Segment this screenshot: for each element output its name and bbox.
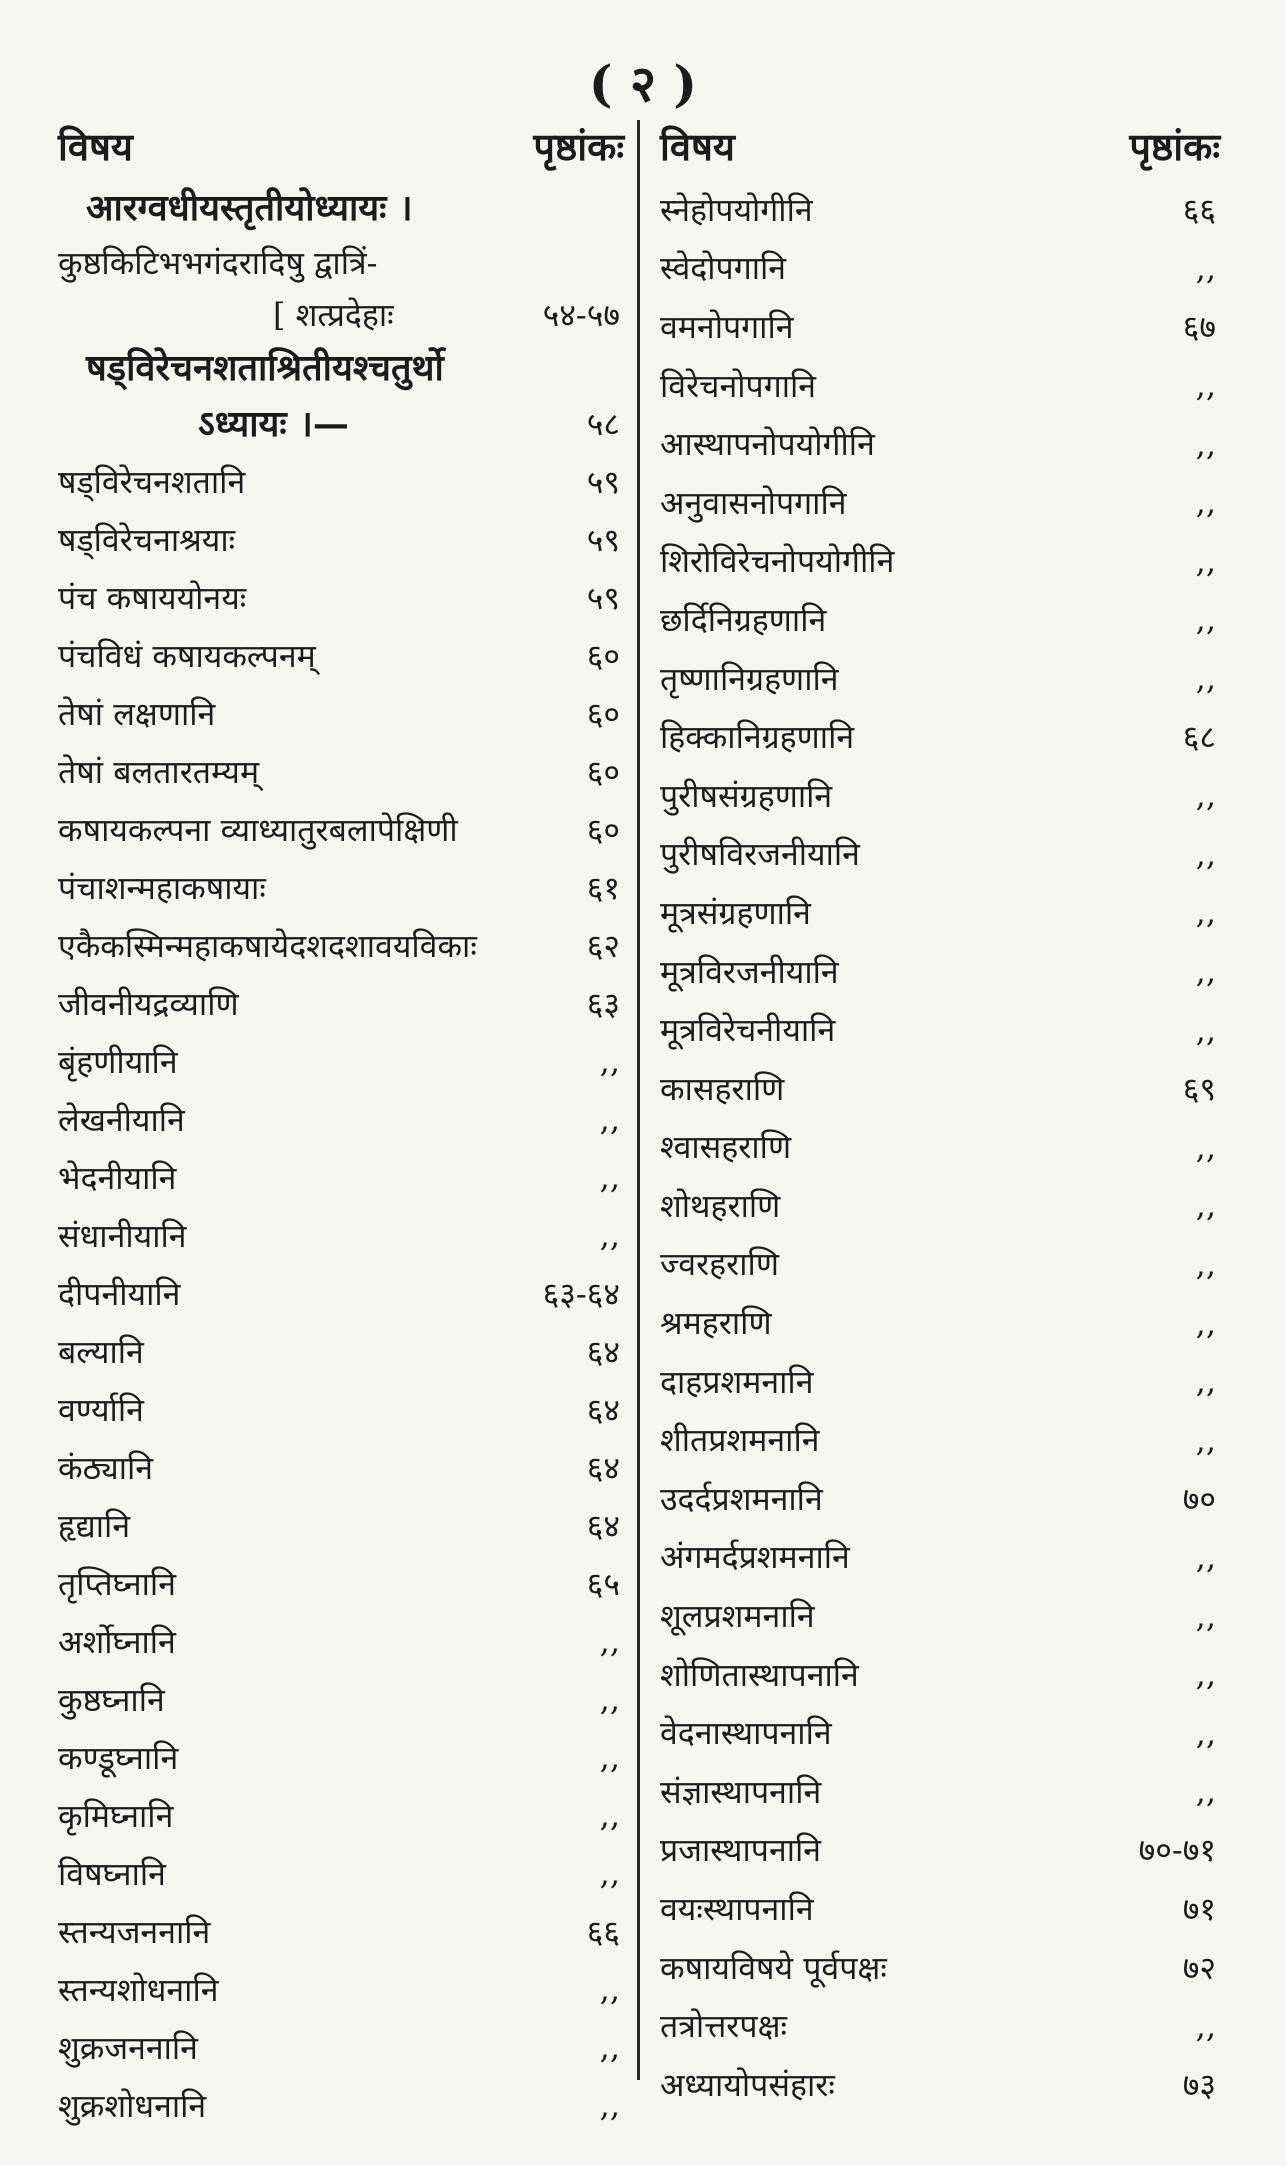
page-heading: पृष्ठांकः — [533, 124, 624, 169]
entry-label: स्तन्यशोधनानि — [58, 1970, 219, 2009]
entry-label: षड्विरेचनाश्रयाः — [58, 520, 236, 559]
entry-label: कण्डूघ्नानि — [58, 1738, 179, 1777]
toc-entry — [58, 568, 624, 626]
entry-label: [ शत्प्रदेहाः — [273, 295, 394, 334]
entry-page: ,, — [599, 1970, 620, 2008]
entry-label: बृंहणीयानि — [58, 1042, 178, 1081]
entry-page: ५९ — [586, 520, 620, 559]
toc-entry — [58, 1380, 624, 1438]
entry-label: आस्थापनोपयोगीनि — [660, 425, 875, 464]
entry-page: ७२ — [1182, 1948, 1216, 1987]
toc-entry — [58, 1902, 624, 1960]
entry-page: ,, — [1195, 1244, 1216, 1283]
toc-entry — [58, 858, 624, 916]
toc-entry — [660, 766, 1220, 825]
toc-entry — [660, 1703, 1220, 1762]
toc-entry — [58, 1728, 624, 1786]
page-number: ( २ ) — [588, 54, 698, 113]
entry-page: ,, — [1195, 1127, 1216, 1166]
entry-label: तृष्णानिग्रहणानि — [660, 659, 839, 698]
entry-page: ,, — [1195, 659, 1216, 698]
column-divider — [637, 120, 640, 2080]
toc-entry — [660, 1879, 1220, 1938]
entry-page: ६७ — [1182, 307, 1216, 346]
entry-label: कषायकल्पना व्याध्यातुरबलापेक्षिणी — [58, 810, 458, 849]
entry-page: ,, — [1195, 483, 1216, 522]
toc-entry — [660, 942, 1220, 1001]
entry-label: स्नेहोपयोगीनि — [660, 190, 813, 229]
entry-label: अध्यायोपसंहारः — [660, 2065, 835, 2104]
entry-page: ७१ — [1182, 1890, 1216, 1929]
toc-entry — [58, 510, 624, 568]
toc-entry — [58, 1786, 624, 1844]
toc-entry — [58, 684, 624, 742]
toc-entry — [660, 1469, 1220, 1528]
entry-label: विरेचनोपगानि — [660, 366, 817, 405]
page-heading: पृष्ठांकः — [1129, 124, 1220, 169]
entry-page: ,, — [599, 1158, 620, 1196]
toc-entry — [660, 1235, 1220, 1294]
entry-page: ,, — [599, 1680, 620, 1718]
entry-label: कुष्ठघ्नानि — [58, 1680, 165, 1719]
entry-label: शूलप्रशमनानि — [660, 1597, 815, 1636]
entry-label: तेषां लक्षणानि — [58, 694, 216, 733]
toc-entry — [660, 707, 1220, 766]
toc-entry — [58, 1844, 624, 1902]
entry-page: ६० — [586, 636, 620, 675]
entry-label: श्वासहराणि — [660, 1128, 792, 1167]
entry-label: दाहप्रशमनानि — [660, 1362, 814, 1401]
toc-entry — [660, 1176, 1220, 1235]
toc-entry — [58, 742, 624, 800]
entry-page: ,, — [599, 2028, 620, 2066]
entry-label: मूत्रविरजनीयानि — [660, 952, 839, 991]
toc-entry — [660, 1762, 1220, 1821]
entry-page: ,, — [1195, 776, 1216, 815]
toc-entry — [58, 1496, 624, 1554]
entry-page: ६० — [586, 810, 620, 849]
entry-label: बल्यानि — [58, 1332, 144, 1371]
entry-label: शोथहराणि — [660, 1186, 781, 1225]
toc-entry — [660, 1821, 1220, 1880]
left-entry-list — [58, 452, 624, 2134]
entry-page: ५४-५७ — [542, 295, 620, 334]
entry-label: विषघ्नानि — [58, 1854, 166, 1893]
toc-entry — [660, 2055, 1220, 2114]
entry-page: ,, — [599, 1738, 620, 1776]
entry-page: ६६ — [1182, 190, 1216, 229]
entry-label: छर्दिनिग्रहणानि — [660, 600, 827, 639]
left-header — [58, 112, 624, 180]
entry-page: ,, — [1195, 1420, 1216, 1459]
toc-entry — [58, 1960, 624, 2018]
toc-entry — [660, 1938, 1220, 1997]
toc-entry — [58, 2076, 624, 2134]
entry-label: शुक्रजननानि — [58, 2028, 198, 2067]
entry-label: कृमिघ्नानि — [58, 1796, 174, 1835]
toc-entry — [58, 1554, 624, 1612]
entry-label: स्वेदोपगानि — [660, 249, 787, 288]
entry-label: वमनोपगानि — [660, 307, 794, 346]
entry-page: ,, — [1195, 366, 1216, 405]
toc-entry — [660, 414, 1220, 473]
toc-entry — [58, 288, 624, 340]
entry-page: ६५ — [586, 1564, 620, 1603]
entry-page: ,, — [1195, 1537, 1216, 1576]
toc-entry — [660, 1410, 1220, 1469]
entry-label: पंच कषाययोनयः — [58, 578, 247, 617]
entry-page: ६४ — [586, 1332, 620, 1371]
entry-page: ६८ — [1182, 718, 1216, 757]
toc-entry — [660, 532, 1220, 591]
toc-entry — [660, 1586, 1220, 1645]
entry-label: पुरीषसंग्रहणानि — [660, 776, 833, 815]
toc-entry — [58, 1264, 624, 1322]
toc-entry — [660, 1996, 1220, 2055]
entry-page: ,, — [1195, 541, 1216, 580]
entry-label: दीपनीयानि — [58, 1274, 181, 1313]
entry-page: ६४ — [586, 1390, 620, 1429]
entry-page: ,, — [1195, 952, 1216, 991]
entry-label: उदर्दप्रशमनानि — [660, 1479, 823, 1518]
subject-heading: विषय — [660, 124, 735, 169]
toc-entry — [660, 1118, 1220, 1177]
toc-entry — [58, 916, 624, 974]
entry-page: ,, — [599, 2086, 620, 2124]
entry-label: पंचाशन्महाकषायाः — [58, 868, 266, 907]
entry-page: ७०-७१ — [1138, 1831, 1216, 1870]
toc-entry — [58, 1322, 624, 1380]
entry-page: ,, — [1195, 2006, 1216, 2045]
entry-label: संज्ञास्थापनानि — [660, 1772, 822, 1811]
entry-label: हृद्यानि — [58, 1506, 131, 1545]
entry-label: जीवनीयद्रव्याणि — [58, 984, 239, 1023]
chapter-heading-4: षड्विरेचनशताश्रितीयश्चतुर्थो — [86, 347, 444, 389]
entry-page: ७३ — [1182, 2065, 1216, 2104]
entry-page: ,, — [599, 1854, 620, 1892]
entry-page: ५९ — [586, 462, 620, 501]
entry-label: मूत्रविरेचनीयानि — [660, 1011, 836, 1050]
entry-page: ७० — [1182, 1479, 1216, 1518]
toc-entry — [58, 1206, 624, 1264]
right-column — [660, 112, 1220, 2114]
entry-label: तत्रोत्तरपक्षः — [660, 2007, 787, 2046]
toc-entry — [660, 356, 1220, 415]
entry-label: मूत्रसंग्रहणानि — [660, 893, 811, 932]
entry-page: ६९ — [1182, 1069, 1216, 1108]
toc-entry — [58, 452, 624, 510]
entry-label: तृप्तिघ्नानि — [58, 1564, 176, 1603]
entry-label: षड्विरेचनशतानि — [58, 462, 246, 501]
toc-entry — [58, 236, 624, 288]
chapter-heading-label: ऽध्यायः ।— — [198, 403, 349, 445]
entry-page: ६३ — [586, 984, 620, 1023]
toc-entry — [660, 1059, 1220, 1118]
entry-label: ज्वरहराणि — [660, 1245, 779, 1284]
toc-entry — [58, 800, 624, 858]
chapter-heading-4-cont — [58, 396, 624, 452]
entry-page: ,, — [599, 1100, 620, 1138]
toc-entry — [660, 1645, 1220, 1704]
entry-label: अर्शोघ्नानि — [58, 1622, 176, 1661]
toc-entry — [660, 473, 1220, 532]
toc-entry — [58, 1090, 624, 1148]
entry-label: अंगमर्दप्रशमनानि — [660, 1538, 850, 1577]
entry-page: ,, — [599, 1042, 620, 1080]
toc-entry — [660, 1000, 1220, 1059]
toc-entry — [58, 2018, 624, 2076]
subject-heading: विषय — [58, 124, 133, 169]
left-column — [58, 112, 624, 2134]
entry-label: शीतप्रशमनानि — [660, 1421, 820, 1460]
entry-page: ,, — [1195, 1596, 1216, 1635]
toc-entry — [660, 297, 1220, 356]
toc-entry — [58, 1670, 624, 1728]
entry-label: वर्ण्यानि — [58, 1390, 144, 1429]
entry-label: हिक्कानिग्रहणानि — [660, 718, 855, 757]
entry-label: शोणितास्थापनानि — [660, 1655, 859, 1694]
entry-page: ,, — [1195, 834, 1216, 873]
entry-label: श्रमहराणि — [660, 1304, 772, 1343]
entry-label: संधानीयानि — [58, 1216, 187, 1255]
entry-page: ५८ — [586, 405, 620, 443]
toc-entry — [660, 239, 1220, 298]
entry-page: ,, — [1195, 600, 1216, 639]
entry-label: स्तन्यजननानि — [58, 1912, 211, 1951]
toc-entry — [58, 1438, 624, 1496]
toc-entry — [660, 590, 1220, 649]
entry-label: शिरोविरेचनोपयोगीनि — [660, 542, 895, 581]
entry-label: शुक्रशोधनानि — [58, 2086, 207, 2125]
entry-label: एकैकस्मिन्महाकषायेदशदशावयविकाः — [58, 926, 477, 965]
right-header — [660, 112, 1220, 180]
entry-page: ,, — [1195, 1186, 1216, 1225]
toc-entry — [58, 1148, 624, 1206]
entry-page: ,, — [1195, 1010, 1216, 1049]
entry-label: कासहराणि — [660, 1069, 785, 1108]
toc-entry — [660, 883, 1220, 942]
entry-label: कषायविषये पूर्वपक्षः — [660, 1948, 887, 1987]
entry-page: ,, — [599, 1622, 620, 1660]
toc-entry — [58, 1032, 624, 1090]
toc-entry — [660, 649, 1220, 708]
chapter-heading-3: आरग्वधीयस्तृतीयोध्यायः । — [86, 187, 413, 229]
toc-entry — [660, 1528, 1220, 1587]
entry-label: लेखनीयानि — [58, 1100, 185, 1139]
entry-page: ,, — [1195, 1362, 1216, 1401]
entry-page: ,, — [1195, 1772, 1216, 1811]
entry-label: पंचविधं कषायकल्पनम् — [58, 636, 316, 675]
toc-entry — [58, 974, 624, 1032]
entry-label: वेदनास्थापनानि — [660, 1714, 832, 1753]
toc-entry — [58, 626, 624, 684]
entry-page: ,, — [599, 1216, 620, 1254]
entry-page: ६२ — [586, 926, 620, 965]
entry-label: अनुवासनोपगानि — [660, 483, 847, 522]
entry-label: पुरीषविरजनीयानि — [660, 835, 860, 874]
entry-label: वयःस्थापनानि — [660, 1890, 814, 1929]
toc-entry — [660, 1352, 1220, 1411]
entry-label: कंठ्यानि — [58, 1448, 154, 1487]
entry-page: ६३-६४ — [542, 1274, 620, 1313]
toc-entry — [58, 1612, 624, 1670]
toc-entry — [660, 825, 1220, 884]
entry-page: ,, — [599, 1796, 620, 1834]
entry-page: ६६ — [586, 1912, 620, 1951]
entry-label: तेषां बलतारतम्यम् — [58, 752, 260, 791]
entry-page: ६१ — [586, 868, 620, 907]
entry-page: ६० — [586, 752, 620, 791]
entry-page: ,, — [1195, 1713, 1216, 1752]
entry-page: ,, — [1195, 248, 1216, 287]
toc-entry — [660, 1293, 1220, 1352]
entry-label: कुष्ठकिटिभभगंदरादिषु द्वात्रिं- — [58, 243, 378, 282]
entry-page: ६४ — [586, 1506, 620, 1545]
entry-page: ६० — [586, 694, 620, 733]
entry-label: प्रजास्थापनानि — [660, 1831, 822, 1870]
entry-page: ६४ — [586, 1448, 620, 1487]
right-entry-list — [660, 180, 1220, 2114]
entry-label: भेदनीयानि — [58, 1158, 177, 1197]
entry-page: ५९ — [586, 578, 620, 617]
entry-page: ,, — [1195, 1303, 1216, 1342]
toc-entry — [660, 180, 1220, 239]
entry-page: ,, — [1195, 893, 1216, 932]
entry-page: ,, — [1195, 1655, 1216, 1694]
entry-page: ,, — [1195, 424, 1216, 463]
